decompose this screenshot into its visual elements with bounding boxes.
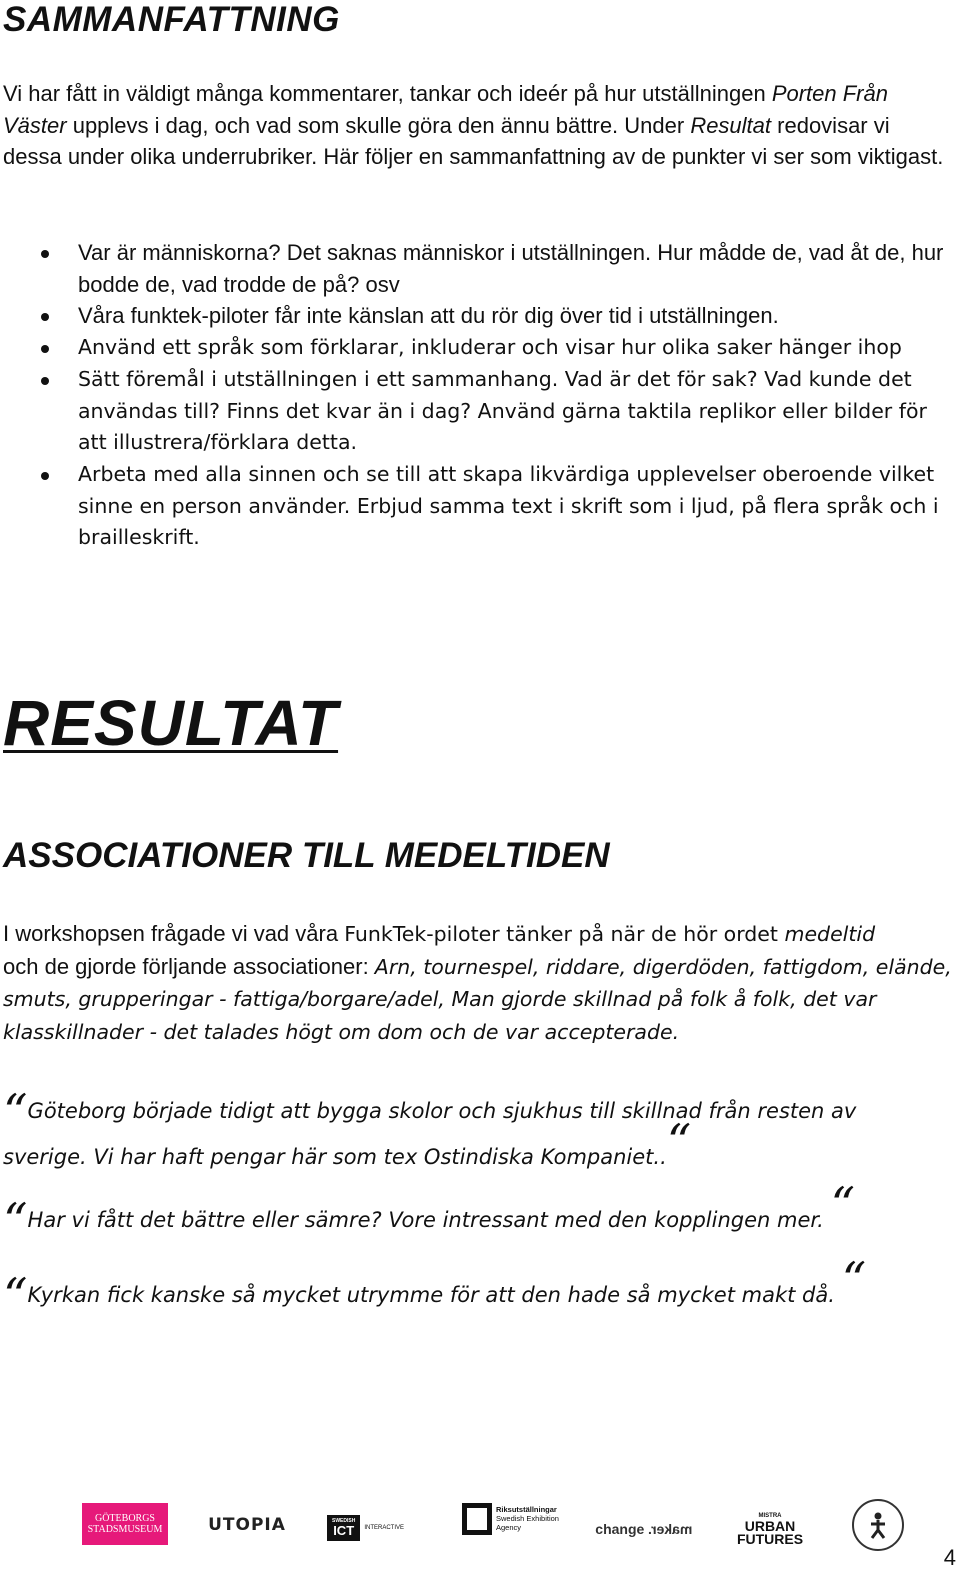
- riksutstallningar-mark-icon: [462, 1503, 492, 1535]
- quote-mark-icon: “: [830, 1177, 855, 1233]
- quote-mark-icon: “: [666, 1114, 692, 1170]
- quote-2: “Har vi fått det bättre eller sämre? Vore intressant med den kopplingen mer. “: [3, 1177, 855, 1249]
- bullet-item: Arbeta med alla sinnen och se till att skapa likvärdiga upplevelser oberoende vilket sinne en person använder. Erbjud samma text i skrift som i ljud, på flera språk och i brailleskrift.: [0, 459, 955, 554]
- summary-heading: SAMMANFATTNING: [3, 0, 340, 39]
- summary-intro: [3, 78, 948, 173]
- associations-list: Arn, tournespel, riddare, digerdöden, fattigdom, elände, smuts, grupperingar - fattiga/borgare/adel, Man gjorde skillnad på folk å folk, det var klasskillnader - det talades högt om dom och de var accepterade.: [3, 954, 952, 1045]
- section-heading: ASSOCIATIONER TILL MEDELTIDEN: [3, 836, 610, 875]
- quote-mark-icon: “: [841, 1252, 867, 1308]
- bullet-dot: [41, 313, 49, 321]
- bullet-dot: [41, 472, 49, 480]
- utopia-logo: UTOPIA: [208, 1515, 286, 1535]
- goteborgs-stadsmuseum-logo: GÖTEBORGS STADSMUSEUM: [82, 1503, 168, 1545]
- bullet-item: Var är människorna? Det saknas människor i utställningen. Hur mådde de, vad åt de, hur bodde de, vad trodde de på? osv: [0, 237, 955, 300]
- intro-text-3: redovisar vi dessa under olika underrubriker. Här följer en sammanfattning av de punkter vi ser som viktigast.: [3, 112, 944, 170]
- page-number: 4: [943, 1545, 956, 1570]
- bullet-dot: [41, 377, 49, 385]
- riksutstallningar-logo: Riksutställningar Swedish Exhibition Agency: [462, 1503, 572, 1551]
- quote-1: “Göteborg började tidigt att bygga skolor och sjukhus till skillnad från resten av sverige. Vi har haft pengar här som tex Ostindiska Kompaniet..“: [3, 1084, 857, 1170]
- bullet-item: Använd ett språk som förklarar, inkluderar och visar hur olika saker hänger ihop: [0, 332, 955, 364]
- bullet-item: Sätt föremål i utställningen i ett sammanhang. Vad är det för sak? Vad kunde det användas till? Finns det kvar än i dag? Använd gärna taktila replikor eller bilder för att illustrera/förklara detta.: [0, 364, 955, 459]
- quote-mark-icon: “: [3, 1084, 28, 1140]
- summary-bullet-list: [0, 237, 955, 554]
- person-figure-icon: [863, 1510, 893, 1540]
- swedish-ict-logo: SWEDISH ICT INTERACTIVE: [327, 1515, 415, 1541]
- bullet-dot: [41, 345, 49, 353]
- bullet-item: Våra funktek-piloter får inte känslan att du rör dig över tid i utställningen.: [0, 300, 955, 332]
- mistra-urban-futures-logo: MISTRA URBAN FUTURES: [736, 1512, 804, 1547]
- workshop-paragraph: I workshopsen frågade vi vad våra FunkTek-piloter tänker på när de hör ordet medeltid och de gjorde förljande associationer: Arn, tournespel, riddare, digerdöden, fattigdom, elände, smuts, grupperingar - fattiga/borgare/adel, Man gjorde skillnad på folk å folk, det var klasskillnader - det talades högt om dom och de var accepterade.: [3, 921, 952, 1045]
- bullet-dot: [41, 250, 49, 258]
- intro-text-2: upplevs i dag, och vad som skulle göra den ännu bättre. Under: [66, 112, 691, 138]
- quote-mark-icon: “: [3, 1193, 28, 1249]
- change-maker-logo: change maker.: [595, 1521, 693, 1537]
- quote-mark-icon: “: [3, 1268, 28, 1324]
- results-heading: RESULTAT: [3, 687, 339, 759]
- intro-text-1: Vi har fått in väldigt många kommentarer, tankar och ideér på hur utställningen: [3, 81, 772, 106]
- intro-exhibition-title: Porten Från Väster: [3, 81, 888, 138]
- partner-logos: [0, 1495, 960, 1555]
- intro-results-ref: Resultat: [690, 112, 772, 138]
- quote-3: “Kyrkan fick kanske så mycket utrymme för att den hade så mycket makt då. “: [3, 1252, 867, 1324]
- accessibility-seal-icon: [852, 1499, 904, 1551]
